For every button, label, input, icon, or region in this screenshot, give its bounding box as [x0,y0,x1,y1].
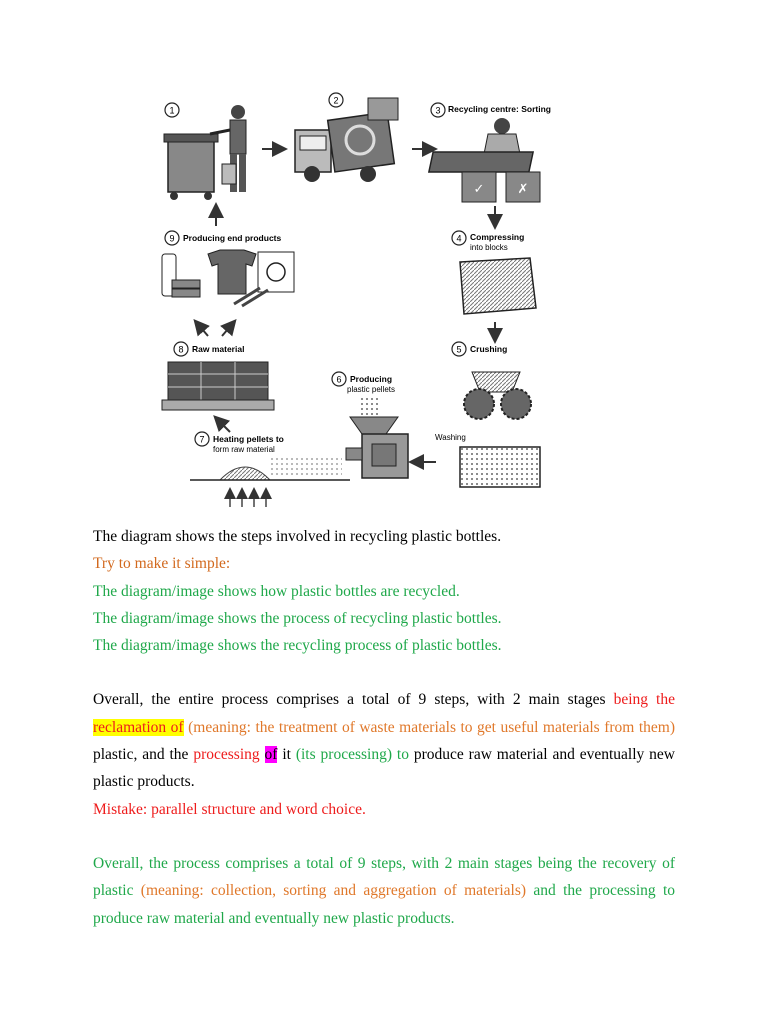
step-7-number: 7 [199,434,205,445]
p1-part-1: Overall, the entire process comprises a total of 9 steps, with 2 main stages [93,691,614,709]
overview-paragraph-original [93,686,675,795]
essay-text [93,523,675,932]
step-2-number: 2 [333,95,339,106]
step-5-crushing [435,342,540,487]
simplify-tip: Try to make it simple: [93,555,231,573]
step-6-label-line1: Producing [350,374,393,384]
step-4-label-line2: into blocks [470,243,508,252]
arrow-7-8 [216,418,230,432]
step-9-end-products [162,231,294,306]
overview-paragraph-corrected [93,850,675,932]
p1-processing: processing [193,746,265,764]
step-2-truck [295,93,398,182]
svg-text:✓: ✓ [473,181,485,196]
step-4-compressing [452,231,536,314]
intro-sentence: The diagram shows the steps involved in recycling plastic bottles. [93,528,502,545]
step-1-collection [164,103,246,200]
arrow-8-9b [222,322,234,336]
step-8-label: Raw material [192,344,245,354]
step-4-label-line1: Compressing [470,232,525,242]
step-3-label: Recycling centre: Sorting [448,104,551,114]
p1-meaning-note: (meaning: the treatment of waste materials to get useful materials from them) [183,718,676,736]
p2-part-1: Overall, the process comprises a total of 9 steps, with 2 main stages being the recovery of plastic [93,854,675,900]
p2-part-3: and the processing to produce raw material and eventually new plastic products. [93,882,676,927]
step-8-raw-material [162,342,274,410]
step-1-number: 1 [169,105,175,116]
p1-highlight-reclamation: reclamation of [93,718,184,736]
paraphrase-2: The diagram/image shows the process of recycling plastic bottles. [93,609,502,627]
step-5-label: Crushing [470,344,508,354]
step-6-label-line2: plastic pellets [347,385,396,394]
paraphrase-3: The diagram/image shows the recycling process of plastic bottles. [93,637,502,655]
p1-part-5: plastic, and the [93,746,194,764]
washing-label: Washing [435,433,466,442]
p1-part-2: being the [613,691,675,709]
step-9-label: Producing end products [183,233,282,243]
step-3-sorting [429,103,551,202]
p1-part-10: produce raw material and eventually new plastic products. [93,746,675,791]
step-8-number: 8 [178,344,184,355]
mistake-note: Mistake: parallel structure and word choice. [93,800,366,818]
recycling-process-diagram [150,82,570,522]
step-3-number: 3 [435,105,441,116]
step-7-label-line1: Heating pellets to [213,434,284,444]
step-4-number: 4 [456,233,462,244]
arrow-8-9a [196,322,208,336]
step-7-heating [190,432,350,507]
p1-its-processing-note: (its processing) to [295,746,409,764]
step-7-label-line2: form raw material [213,445,275,454]
step-6-pellets [332,372,408,478]
p1-part-8: it [277,746,296,764]
step-9-number: 9 [169,233,175,244]
p2-meaning-note: (meaning: collection, sorting and aggregation of materials) [140,882,527,900]
step-6-number: 6 [336,374,342,385]
step-5-number: 5 [456,344,462,355]
svg-text:✗: ✗ [517,181,529,196]
p1-highlight-of: of [264,746,278,764]
paraphrase-1: The diagram/image shows how plastic bottles are recycled. [93,582,460,600]
